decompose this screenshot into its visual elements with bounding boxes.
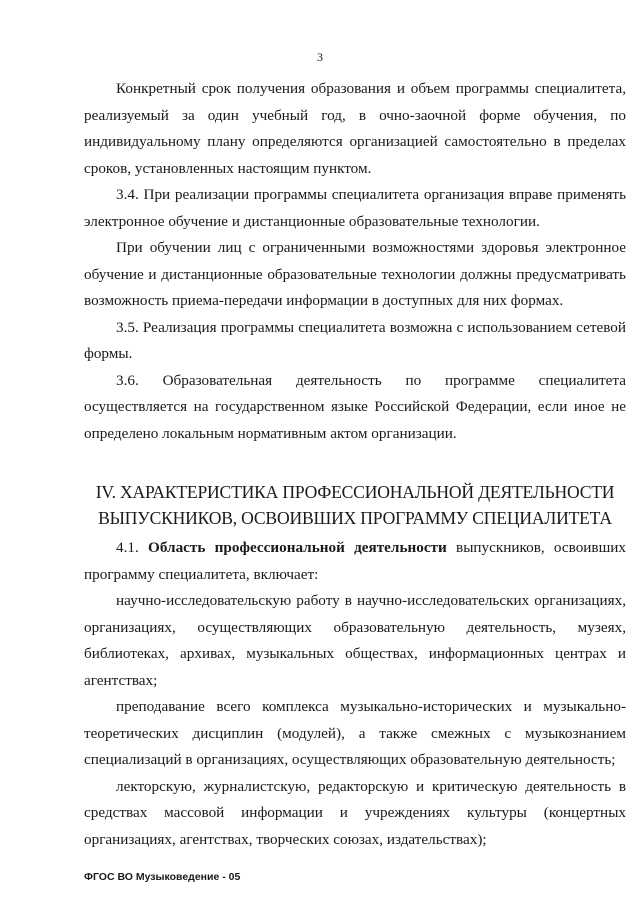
paragraph-3-6: 3.6. Образовательная деятельность по программе специалитета осуществляется на государственном языке Российской Федерации, если иное не определено локальным нормативным актом организации. [84,371,626,442]
document-body [84,76,626,853]
paragraph-4-1-number: 4.1. [116,539,139,556]
paragraph-4-1-bold-term: Область профессиональной деятельности [148,539,447,556]
section-heading-line-2: ВЫПУСКНИКОВ, ОСВОИВШИХ ПРОГРАММУ СПЕЦИАЛИТЕТА [98,508,612,528]
paragraph-3-4: 3.4. При реализации программы специалитета организация вправе применять электронное обучение и дистанционные образовательные технологии. [84,186,626,230]
section-heading-line-1: IV. ХАРАКТЕРИСТИКА ПРОФЕССИОНАЛЬНОЙ ДЕЯТЕЛЬНОСТИ [95,482,615,502]
paragraph-4-1-rest: выпускников, освоивших программу специалитета, включает: [84,539,627,583]
list-item-lecturing: лекторскую, журналистскую, редакторскую и критическую деятельность в средствах массовой информации и учреждениях культуры (концертных организациях, агентствах, творческих союзах, издательствах); [84,777,626,848]
paragraph-3-5: 3.5. Реализация программы специалитета возможна с использованием сетевой формы. [84,318,626,362]
section-heading [84,479,626,531]
paragraph-4-1 [84,535,626,588]
list-item-research: научно-исследовательскую работу в научно-исследовательских организациях, организациях, осуществляющих образовательную деятельность, музеях, библиотеках, архивах, музыкальных обществах, информационных центрах и агентствах; [84,592,626,689]
list-item-teaching: преподавание всего комплекса музыкально-исторических и музыкально-теоретических дисциплин (модулей), а также смежных с музыкознанием специализаций в организациях, осуществляющих образовательную деятельность; [84,698,626,768]
paragraph-term-individual-plan: Конкретный срок получения образования и объем программы специалитета, реализуемый за один учебный год, в очно-заочной форме обучения, по индивидуальному плану определяются организацией самостоятельно в пределах сроков, установленных настоящим пунктом. [84,80,626,177]
paragraph-disabilities: При обучении лиц с ограниченными возможностями здоровья электронное обучение и дистанционные образовательные технологии должны предусматривать возможность приема-передачи информации в доступных для них формах. [84,239,626,309]
footer-document-id: ФГОС ВО Музыковедение - 05 [84,871,241,883]
page-number: 3 [317,50,323,64]
